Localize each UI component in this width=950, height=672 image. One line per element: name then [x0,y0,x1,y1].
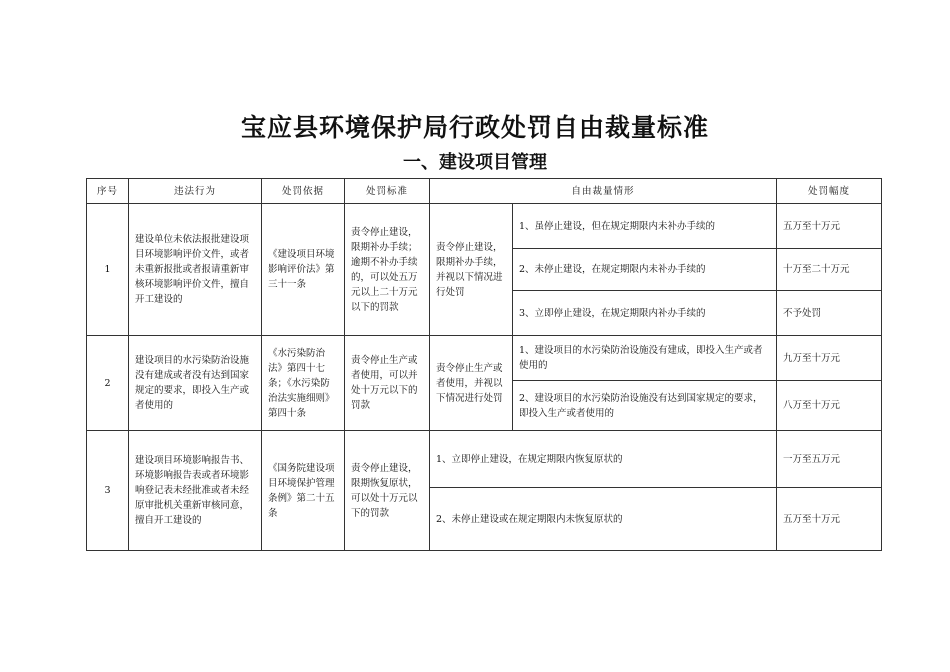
category-cell: 责令停止建设，限期补办手续，并视以下情况进行处罚 [430,204,513,336]
range-cell: 五万至十万元 [777,488,882,551]
case-cell: 1、立即停止建设，在规定期限内恢复原状的 [430,431,777,488]
basis-cell: 《建设项目环境影响评价法》第三十一条 [262,204,345,336]
section-title: 一、建设项目管理 [403,152,547,173]
header-range: 处罚幅度 [777,179,882,204]
header-standard: 处罚标准 [345,179,430,204]
range-cell: 五万至十万元 [777,204,882,249]
case-cell: 3、立即停止建设，在规定期限内补办手续的 [513,291,777,336]
header-discretion: 自由裁量情形 [430,179,777,204]
row-number: 2 [87,336,129,431]
header-violation: 违法行为 [129,179,262,204]
basis-cell: 《水污染防治法》第四十七条；《水污染防治法实施细则》第四十条 [262,336,345,431]
table-row [87,204,882,249]
range-cell: 不予处罚 [777,291,882,336]
table-row [87,431,882,488]
standard-cell: 责令停止生产或者使用，可以并处十万元以下的罚款 [345,336,430,431]
violation-cell: 建设单位未依法报批建设项目环境影响评价文件，或者未重新报批或者报请重新审核环境影响评价文件，擅自开工建设的 [129,204,262,336]
case-cell: 1、建设项目的水污染防治设施没有建成，即投入生产或者使用的 [513,336,777,381]
row-number: 3 [87,431,129,551]
document-title: 宝应县环境保护局行政处罚自由裁量标准 [240,113,709,142]
range-cell: 八万至十万元 [777,381,882,431]
range-cell: 一万至五万元 [777,431,882,488]
case-cell: 2、建设项目的水污染防治设施没有达到国家规定的要求，即投入生产或者使用的 [513,381,777,431]
case-cell: 2、未停止建设或在规定期限内未恢复原状的 [430,488,777,551]
range-cell: 九万至十万元 [777,336,882,381]
category-cell: 责令停止生产或者使用，并视以下情况进行处罚 [430,336,513,431]
violation-cell: 建设项目的水污染防治设施没有建成或者没有达到国家规定的要求，即投入生产或者使用的 [129,336,262,431]
violation-cell: 建设项目环境影响报告书、环境影响报告表或者环境影响登记表未经批准或者未经原审批机关重新审核同意，擅自开工建设的 [129,431,262,551]
row-number: 1 [87,204,129,336]
header-basis: 处罚依据 [262,179,345,204]
table-header-row [87,179,882,204]
range-cell: 十万至二十万元 [777,249,882,291]
standard-cell: 责令停止建设，限期恢复原状，可以处十万元以下的罚款 [345,431,430,551]
table-row [87,336,882,381]
header-number: 序号 [87,179,129,204]
penalty-standard-table [86,178,882,551]
basis-cell: 《国务院建设项目环境保护管理条例》第二十五条 [262,431,345,551]
standard-cell: 责令停止建设，限期补办手续；逾期不补办手续的，可以处五万元以上二十万元以下的罚款 [345,204,430,336]
case-cell: 1、虽停止建设，但在规定期限内未补办手续的 [513,204,777,249]
case-cell: 2、未停止建设，在规定期限内未补办手续的 [513,249,777,291]
